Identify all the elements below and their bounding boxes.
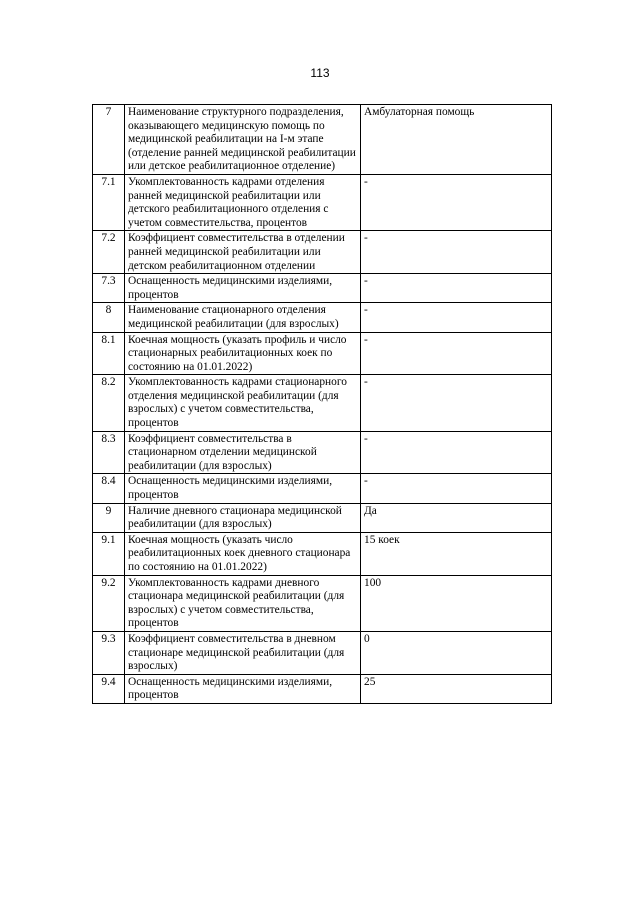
row-name: Оснащенность медицинскими изделиями, процентов <box>125 474 361 503</box>
table-row <box>93 375 552 431</box>
table-row <box>93 274 552 303</box>
row-name: Наименование стационарного отделения медицинской реабилитации (для взрослых) <box>125 303 361 332</box>
row-number: 7.2 <box>93 231 125 274</box>
data-table <box>92 104 552 704</box>
row-value: - <box>361 375 552 431</box>
row-number: 8.3 <box>93 431 125 474</box>
row-value: - <box>361 431 552 474</box>
table-row <box>93 332 552 375</box>
row-name: Укомплектованность кадрами стационарного отделения медицинской реабилитации (для взрослых) с учетом совместительства, процентов <box>125 375 361 431</box>
row-number: 9.1 <box>93 532 125 575</box>
row-value: - <box>361 174 552 230</box>
row-number: 9.3 <box>93 631 125 674</box>
table-row <box>93 503 552 532</box>
row-value: - <box>361 332 552 375</box>
table-row <box>93 532 552 575</box>
table-row <box>93 303 552 332</box>
row-number: 8.4 <box>93 474 125 503</box>
row-number: 7 <box>93 105 125 175</box>
row-number: 9.4 <box>93 674 125 703</box>
row-value: - <box>361 231 552 274</box>
row-name: Коечная мощность (указать число реабилитационных коек дневного стационара по состоянию на 01.01.2022) <box>125 532 361 575</box>
row-name: Укомплектованность кадрами дневного стационара медицинской реабилитации (для взрослых) с учетом совместительства, процентов <box>125 575 361 631</box>
table-row <box>93 231 552 274</box>
row-name: Наличие дневного стационара медицинской реабилитации (для взрослых) <box>125 503 361 532</box>
row-value: Амбулаторная помощь <box>361 105 552 175</box>
row-name: Коечная мощность (указать профиль и число стационарных реабилитационных коек по состоянию на 01.01.2022) <box>125 332 361 375</box>
row-value: Да <box>361 503 552 532</box>
row-value: - <box>361 474 552 503</box>
table-row <box>93 631 552 674</box>
row-value: 100 <box>361 575 552 631</box>
row-name: Коэффициент совместительства в отделении ранней медицинской реабилитации или детском реабилитационном отделении <box>125 231 361 274</box>
row-number: 9.2 <box>93 575 125 631</box>
row-name: Оснащенность медицинскими изделиями, процентов <box>125 274 361 303</box>
table-row <box>93 174 552 230</box>
row-name: Укомплектованность кадрами отделения ранней медицинской реабилитации или детского реабилитационного отделения с учетом совместительства, процентов <box>125 174 361 230</box>
row-value: 25 <box>361 674 552 703</box>
row-number: 9 <box>93 503 125 532</box>
table-row <box>93 105 552 175</box>
table-row <box>93 474 552 503</box>
row-value: - <box>361 274 552 303</box>
row-number: 7.3 <box>93 274 125 303</box>
row-number: 7.1 <box>93 174 125 230</box>
row-name: Коэффициент совместительства в дневном стационаре медицинской реабилитации (для взрослых) <box>125 631 361 674</box>
table-row <box>93 431 552 474</box>
row-name: Оснащенность медицинскими изделиями, процентов <box>125 674 361 703</box>
row-value: 0 <box>361 631 552 674</box>
row-name: Наименование структурного подразделения, оказывающего медицинскую помощь по медицинской реабилитации на I-м этапе (отделение ранней медицинской реабилитации или детское реабилитационное отделение) <box>125 105 361 175</box>
row-value: 15 коек <box>361 532 552 575</box>
table-row <box>93 674 552 703</box>
page-number: 113 <box>310 66 330 80</box>
table-row <box>93 575 552 631</box>
row-name: Коэффициент совместительства в стационарном отделении медицинской реабилитации (для взрослых) <box>125 431 361 474</box>
row-number: 8.2 <box>93 375 125 431</box>
row-number: 8.1 <box>93 332 125 375</box>
row-value: - <box>361 303 552 332</box>
row-number: 8 <box>93 303 125 332</box>
